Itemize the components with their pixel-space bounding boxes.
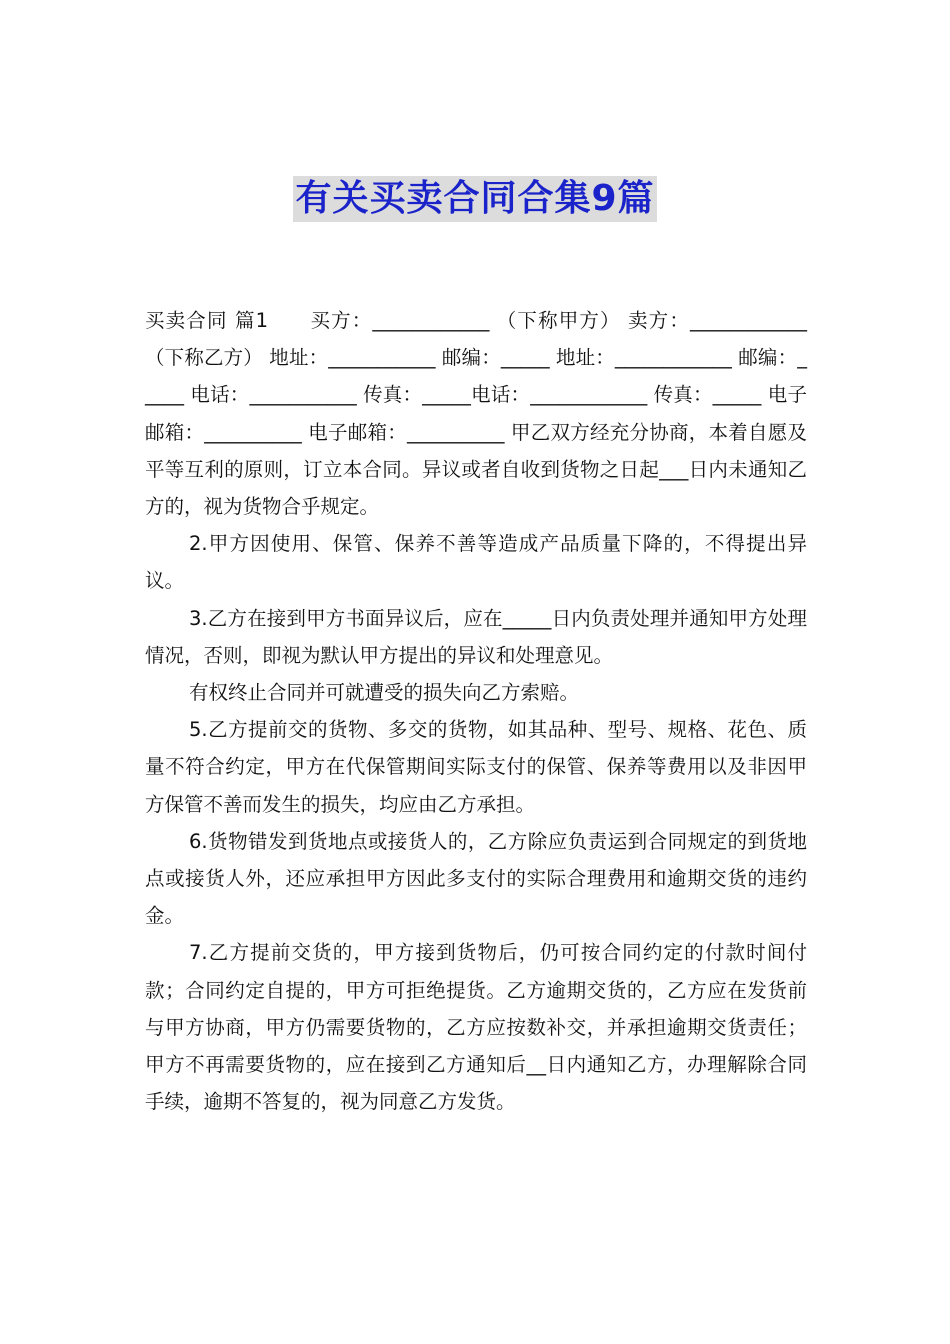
document-body [145, 302, 807, 1120]
paragraph-clause-6: 6.货物错发到货地点或接货人的，乙方除应负责运到合同规定的到货地点或接货人外，还应承担甲方因此多支付的实际合理费用和逾期交货的违约金。 [145, 829, 807, 928]
paragraph-clause-5: 5.乙方提前交的货物、多交的货物，如其品种、型号、规格、花色、质量不符合约定，甲方在代保管期间实际支付的保管、保养等费用以及非因甲方保管不善而发生的损失，均应由乙方承担。 [145, 718, 807, 816]
paragraph-intro: 买卖合同 篇1 买方：____________ （下称甲方） 卖方：____________ （下称乙方） 地址：___________ 邮编：_____ 地址：____________ 邮编：_____ 电话：___________ 传真：_____电话：____________ 传真：_____ 电子邮箱：__________ 电子邮箱：__________ 甲乙双方经充分协商，本着自愿及平等互利的原则，订立本合同。异议或者自收到货物之日起___日内未通知乙方的，视为货物合乎规定。 [145, 309, 807, 519]
document-title: 有关买卖合同合集9篇 [293, 176, 656, 222]
paragraph-clause-2: 2.甲方因使用、保管、保养不善等造成产品质量下降的，不得提出异议。 [145, 532, 807, 593]
paragraph-clause-7: 7.乙方提前交货的，甲方接到货物后，仍可按合同约定的付款时间付款；合同约定自提的，甲方可拒绝提货。乙方逾期交货的，乙方应在发货前与甲方协商，甲方仍需要货物的，乙方应按数补交，并承担逾期交货责任；甲方不再需要货物的，应在接到乙方通知后__日内通知乙方，办理解除合同手续，逾期不答复的，视为同意乙方发货。 [145, 941, 807, 1114]
title-container [0, 176, 950, 222]
paragraph-clause-3: 3.乙方在接到甲方书面异议后，应在_____日内负责处理并通知甲方处理情况，否则，即视为默认甲方提出的异议和处理意见。 [145, 606, 807, 667]
paragraph-clause-terminate: 有权终止合同并可就遭受的损失向乙方索赔。 [189, 681, 580, 705]
